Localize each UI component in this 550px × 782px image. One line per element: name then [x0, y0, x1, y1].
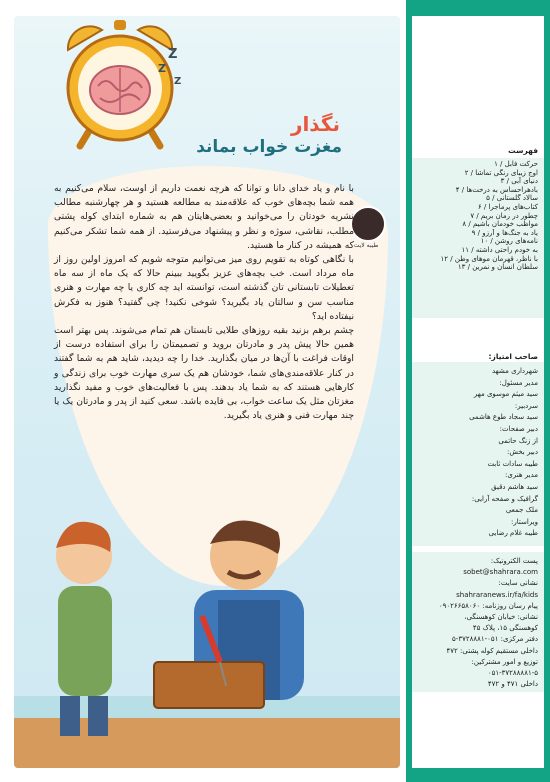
toc-item[interactable]: کتاب‌های پرماجرا / ۶ [477, 202, 538, 211]
toc-item[interactable]: با ناظر، قهرمان موهای وطن / ۱۲ [440, 254, 538, 263]
svg-text:Z: Z [158, 62, 166, 75]
contact-line: دفتر مرکزی: ۰۵۱-۳۷۲۸۸۸۱-۵ [452, 635, 538, 644]
sidebar [406, 0, 550, 782]
toc-item[interactable]: چطور در رمان بریم / ۷ [470, 211, 538, 220]
svg-text:Z: Z [174, 76, 182, 87]
contact-line: نشانی: خیابان کوهسنگی، [464, 613, 538, 622]
toc-item[interactable]: اوج زیبای رنگی تماشا / ۲ [464, 168, 538, 177]
credit-line: سید سجاد طوع هاشمی [469, 413, 538, 422]
article-title: نگذار [290, 112, 340, 136]
credit-line: دبیر صفحات: [499, 424, 538, 433]
credit-line: از زنگ حاتمی [498, 436, 538, 445]
credit-line: سید میثم موسوی مهر [473, 390, 538, 399]
credit-line: ملک جمعی [505, 506, 538, 515]
sidebar-panel [412, 16, 544, 768]
contact-line: نشانی سایت: [498, 579, 538, 588]
contact-line: کوهسنگی ۱۵، پلاک ۴۵ [472, 624, 538, 633]
credit-line: گرافیک و صفحه آرایی: [471, 494, 538, 503]
toc-list [416, 160, 538, 272]
toc-item[interactable]: دنیای آبی / ۳ [500, 177, 538, 186]
article-subtitle: مغزت خواب بماند [196, 137, 342, 157]
credits-heading: صاحب امتیاز: [488, 352, 538, 361]
article-paragraph: با نگاهی کوتاه به تقویم روی میز می‌توانیم متوجه شویم که امروز اولین روز از ماه مرداد است. خب بچه‌های عزیز بگویید ببینم حالا که یک ماه از سه ماه تعطیلات تابستانی تان گذشته است، توانسته اید چه کاری یا چه مهارت و هنری مناسب سن و سالتان یاد بگیرید؟ شوخی نکنید! چی گفتید؟ هنوز به فکرش نیفتاده اید؟ [54, 254, 354, 322]
credit-line: طیبه غلام رضایی [488, 529, 538, 538]
credit-line: ویراستار: [511, 517, 538, 526]
credit-line: مدیر مسئول: [499, 378, 538, 387]
contact-line: ۰۵۱-۳۷۲۸۸۸۸۱-۵ [487, 669, 538, 678]
article-body [54, 182, 354, 423]
contact-list [416, 556, 538, 690]
zzz-icon [154, 44, 200, 88]
author-caption: طیبه لایت [353, 242, 379, 249]
toc-item[interactable]: نامه‌های روشن / ۱۰ [480, 237, 538, 246]
credit-line: شهرداری مشهد [492, 367, 538, 375]
credit-line: سردبیر: [514, 401, 538, 410]
toc-item[interactable]: سلطان انسان و نمرین / ۱۳ [457, 263, 538, 272]
toc-item[interactable]: مواظب خودمان باشیم / ۸ [462, 220, 538, 229]
contact-email[interactable]: sobet@shahrara.com [463, 568, 538, 577]
contact-line: داخلی ۴۷۱ و ۴۷۲ [487, 680, 538, 689]
credits-list [416, 366, 538, 540]
contact-line: توزیع و امور مشترکین: [471, 657, 538, 666]
author-avatar [350, 206, 386, 242]
contact-line: پست الکترونیک: [490, 557, 538, 565]
toc-item[interactable]: حرکت فابل / ۱ [494, 160, 538, 168]
contact-line: پیام رسان روزنامه: ۰۹۰۲۶۶۵۸۰۶۰ [438, 601, 538, 610]
article-panel [14, 16, 400, 768]
article-paragraph: با نام و یاد خدای دانا و توانا که هرچه نعمت داریم از اوست، سلام می‌کنیم به همه شما بچه‌های خوب که علاقه‌مند به مطالعه هستید و هر چهارشنبه مطالب نشریه خودتان را می‌خوانید و بعضی‌هایتان هم به شماره ابتدای کوله پشتی مطلب، نقاشی، سوژه و نظر و پیشنهاد می‌فرستید. از همه شما تشکر می‌کنیم که همیشه در کنار ما هستید. [54, 183, 354, 251]
contact-line: داخلی مستقیم کوله پشتی: ۴۷۲ [446, 646, 538, 655]
toc-item[interactable]: یاد به جنگ‌ها و آرزو / ۹ [471, 228, 538, 237]
toc-item[interactable]: بادهراحساس به درخت‌ها / ۴ [455, 185, 538, 194]
article-paragraph: چشم برهم بزنید بقیه روزهای طلایی تابستان هم تمام می‌شوند. پس بهتر است همین حالا پیش پدر و مادرتان بروید و تصمیمتان را برای استفاده درست از اوقات فراغت با آن‌ها در میان بگذارید. خدا را چه دیدید، شاید هم به شما گفتند در کنار علاقه‌مندی‌های شما، خودشان هم یک سری مهارت خوب برای زندگی و کارهایی هستند که به شما یاد بدهند. پس با فعالیت‌های خوب و مفید نگذارید مغزتان مثل یک ساعت خواب، بی فایده باشد. سعی کنید از پدر و مادرتان یک یا چند مهارت فنی و هنری یاد بگیرید. [54, 325, 354, 422]
toc-item[interactable]: سالاد گلستانی / ۵ [486, 194, 538, 203]
credit-line: دبیر بخش: [506, 448, 538, 457]
svg-text:Z: Z [168, 47, 178, 62]
credit-line: سید هاشم دقیق [491, 482, 538, 491]
father-son-illustration [14, 486, 400, 768]
contact-website[interactable]: shahraranews.ir/fa/kids [456, 590, 538, 599]
toc-heading: فهرست [508, 146, 538, 155]
credit-line: طیبه سادات ثابت [487, 459, 538, 468]
credit-line: مدیر هنری: [505, 471, 538, 480]
toc-item[interactable]: به خودم راحتی داشته / ۱۱ [461, 245, 538, 254]
